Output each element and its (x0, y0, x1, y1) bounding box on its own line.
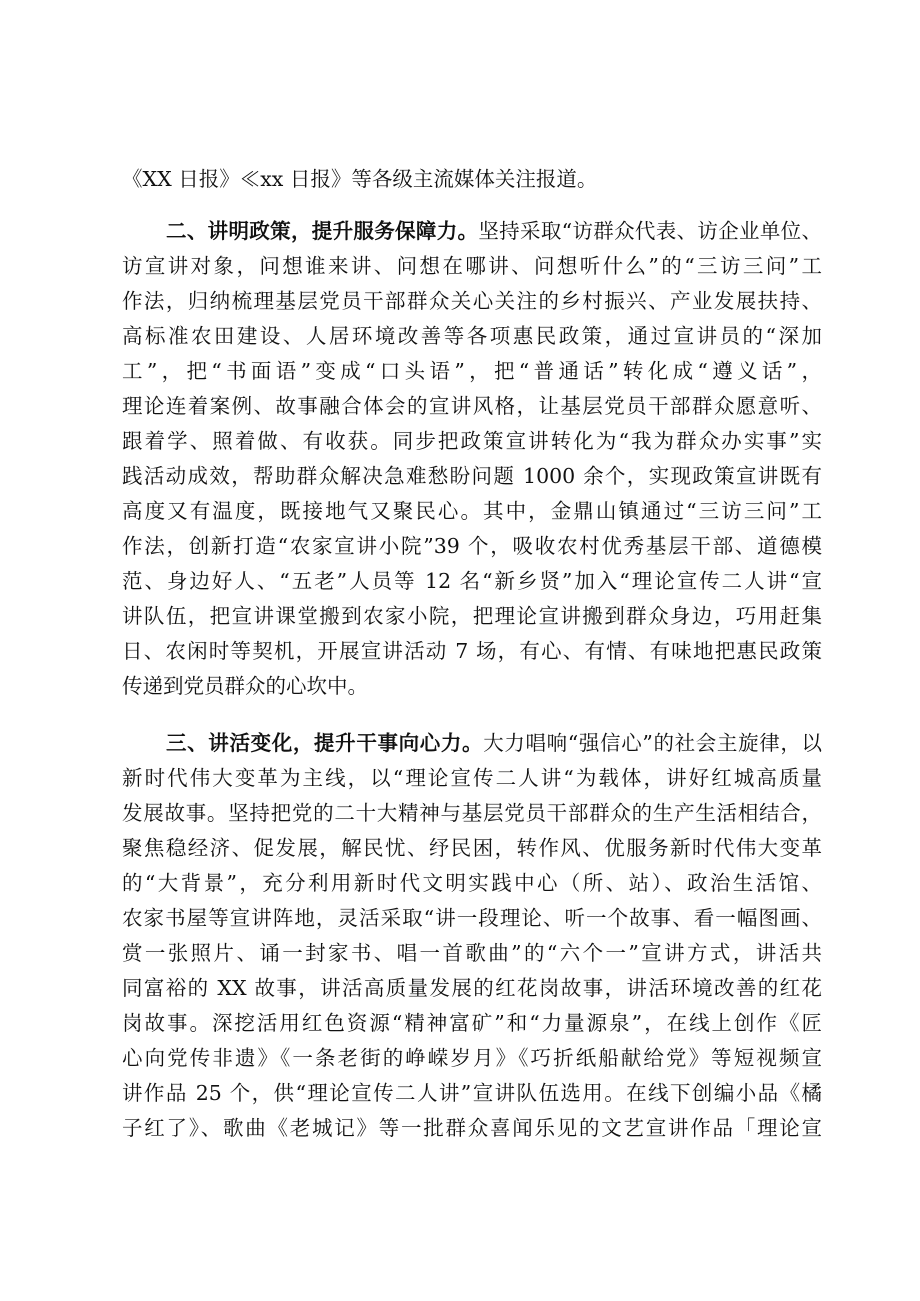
section2-line: 践活动成效，帮助群众解决急难愁盼问题 1000 余个，实现政策宣讲既有 (122, 464, 822, 488)
paragraph-continuation-line: 《XX 日报》≪xx 日报》等各级主流媒体关注报道。 (122, 167, 598, 191)
section3-line: 的“大背景”，充分利用新时代文明实践中心（所、站）、政治生活馆、 (122, 871, 822, 895)
section3-line: 同富裕的 XX 故事，讲活高质量发展的红花岗故事，讲活环境改善的红花 (122, 976, 822, 1000)
section3-line: 聚焦稳经济、促发展，解民忧、纾民困，转作风、优服务新时代伟大变革 (122, 836, 822, 860)
section3-line: 发展故事。坚持把党的二十大精神与基层党员干部群众的生产生活相结合， (122, 801, 822, 825)
section2-first-line (166, 216, 822, 248)
section2-line: 范、身边好人、“五老”人员等 12 名“新乡贤”加入“理论宣传二人讲“宣 (122, 569, 822, 593)
section3-line: 岗故事。深挖活用红色资源“精神富矿”和“力量源泉”，在线上创作《匠 (122, 1011, 822, 1035)
section2-line: 理论连着案例、故事融合体会的宣讲风格，让基层党员干部群众愿意听、 (122, 394, 822, 418)
section2-line: 作法，创新打造“农家宣讲小院”39 个，吸收农村优秀基层干部、道德模 (122, 534, 822, 558)
section2-line: 工”，把“书面语”变成“口头语”，把“普通话”转化成“遵义话”， (122, 359, 822, 383)
section3-line: 心向党传非遗》《一条老街的峥嵘岁月》《巧折纸船献给党》等短视频宣 (122, 1046, 822, 1070)
section3-line: 新时代伟大变革为主线，以“理论宣传二人讲“为载体，讲好红城高质量 (122, 766, 822, 790)
section2-line: 作法，归纳梳理基层党员干部群众关心关注的乡村振兴、产业发展扶持、 (122, 289, 822, 313)
section2-line: 跟着学、照着做、有收获。同步把政策宣讲转化为“我为群众办实事”实 (122, 429, 822, 453)
section2-line: 传递到党员群众的心坎中。 (122, 674, 368, 698)
section2-heading: 二、讲明政策，提升服务保障力。 (166, 219, 479, 243)
section2-line: 高标准农田建设、人居环境改善等各项惠民政策，通过宣讲员的“深加 (122, 324, 822, 348)
section2-line: 坚持采取“访群众代表、访企业单位、 (478, 219, 823, 243)
section3-line: 大力唱响“强信心”的社会主旋律，以 (483, 731, 823, 755)
section2-line: 日、农闲时等契机，开展宣讲活动 7 场，有心、有情、有味地把惠民政策 (122, 639, 822, 663)
section3-heading: 三、讲活变化，提升干事向心力。 (166, 731, 484, 755)
section3-line: 讲作品 25 个，供“理论宣传二人讲”宣讲队伍选用。在线下创编小品《橘 (122, 1081, 822, 1105)
section3-first-line (166, 728, 822, 760)
section3-line: 农家书屋等宣讲阵地，灵活采取“讲一段理论、听一个故事、看一幅图画、 (122, 906, 822, 930)
section2-line: 高度又有温度，既接地气又聚民心。其中，金鼎山镇通过“三访三问”工 (122, 499, 822, 523)
section2-line: 讲队伍，把宣讲课堂搬到农家小院，把理论宣讲搬到群众身边，巧用赶集 (122, 604, 822, 628)
section2-line: 访宣讲对象，问想谁来讲、问想在哪讲、问想听什么”的“三访三问”工 (122, 254, 822, 278)
section3-line: 赏一张照片、诵一封家书、唱一首歌曲”的“六个一”宣讲方式，讲活共 (122, 941, 822, 965)
section3-line: 子红了》、歌曲《老城记》等一批群众喜闻乐见的文艺宣讲作品「理论宣 (122, 1116, 822, 1140)
